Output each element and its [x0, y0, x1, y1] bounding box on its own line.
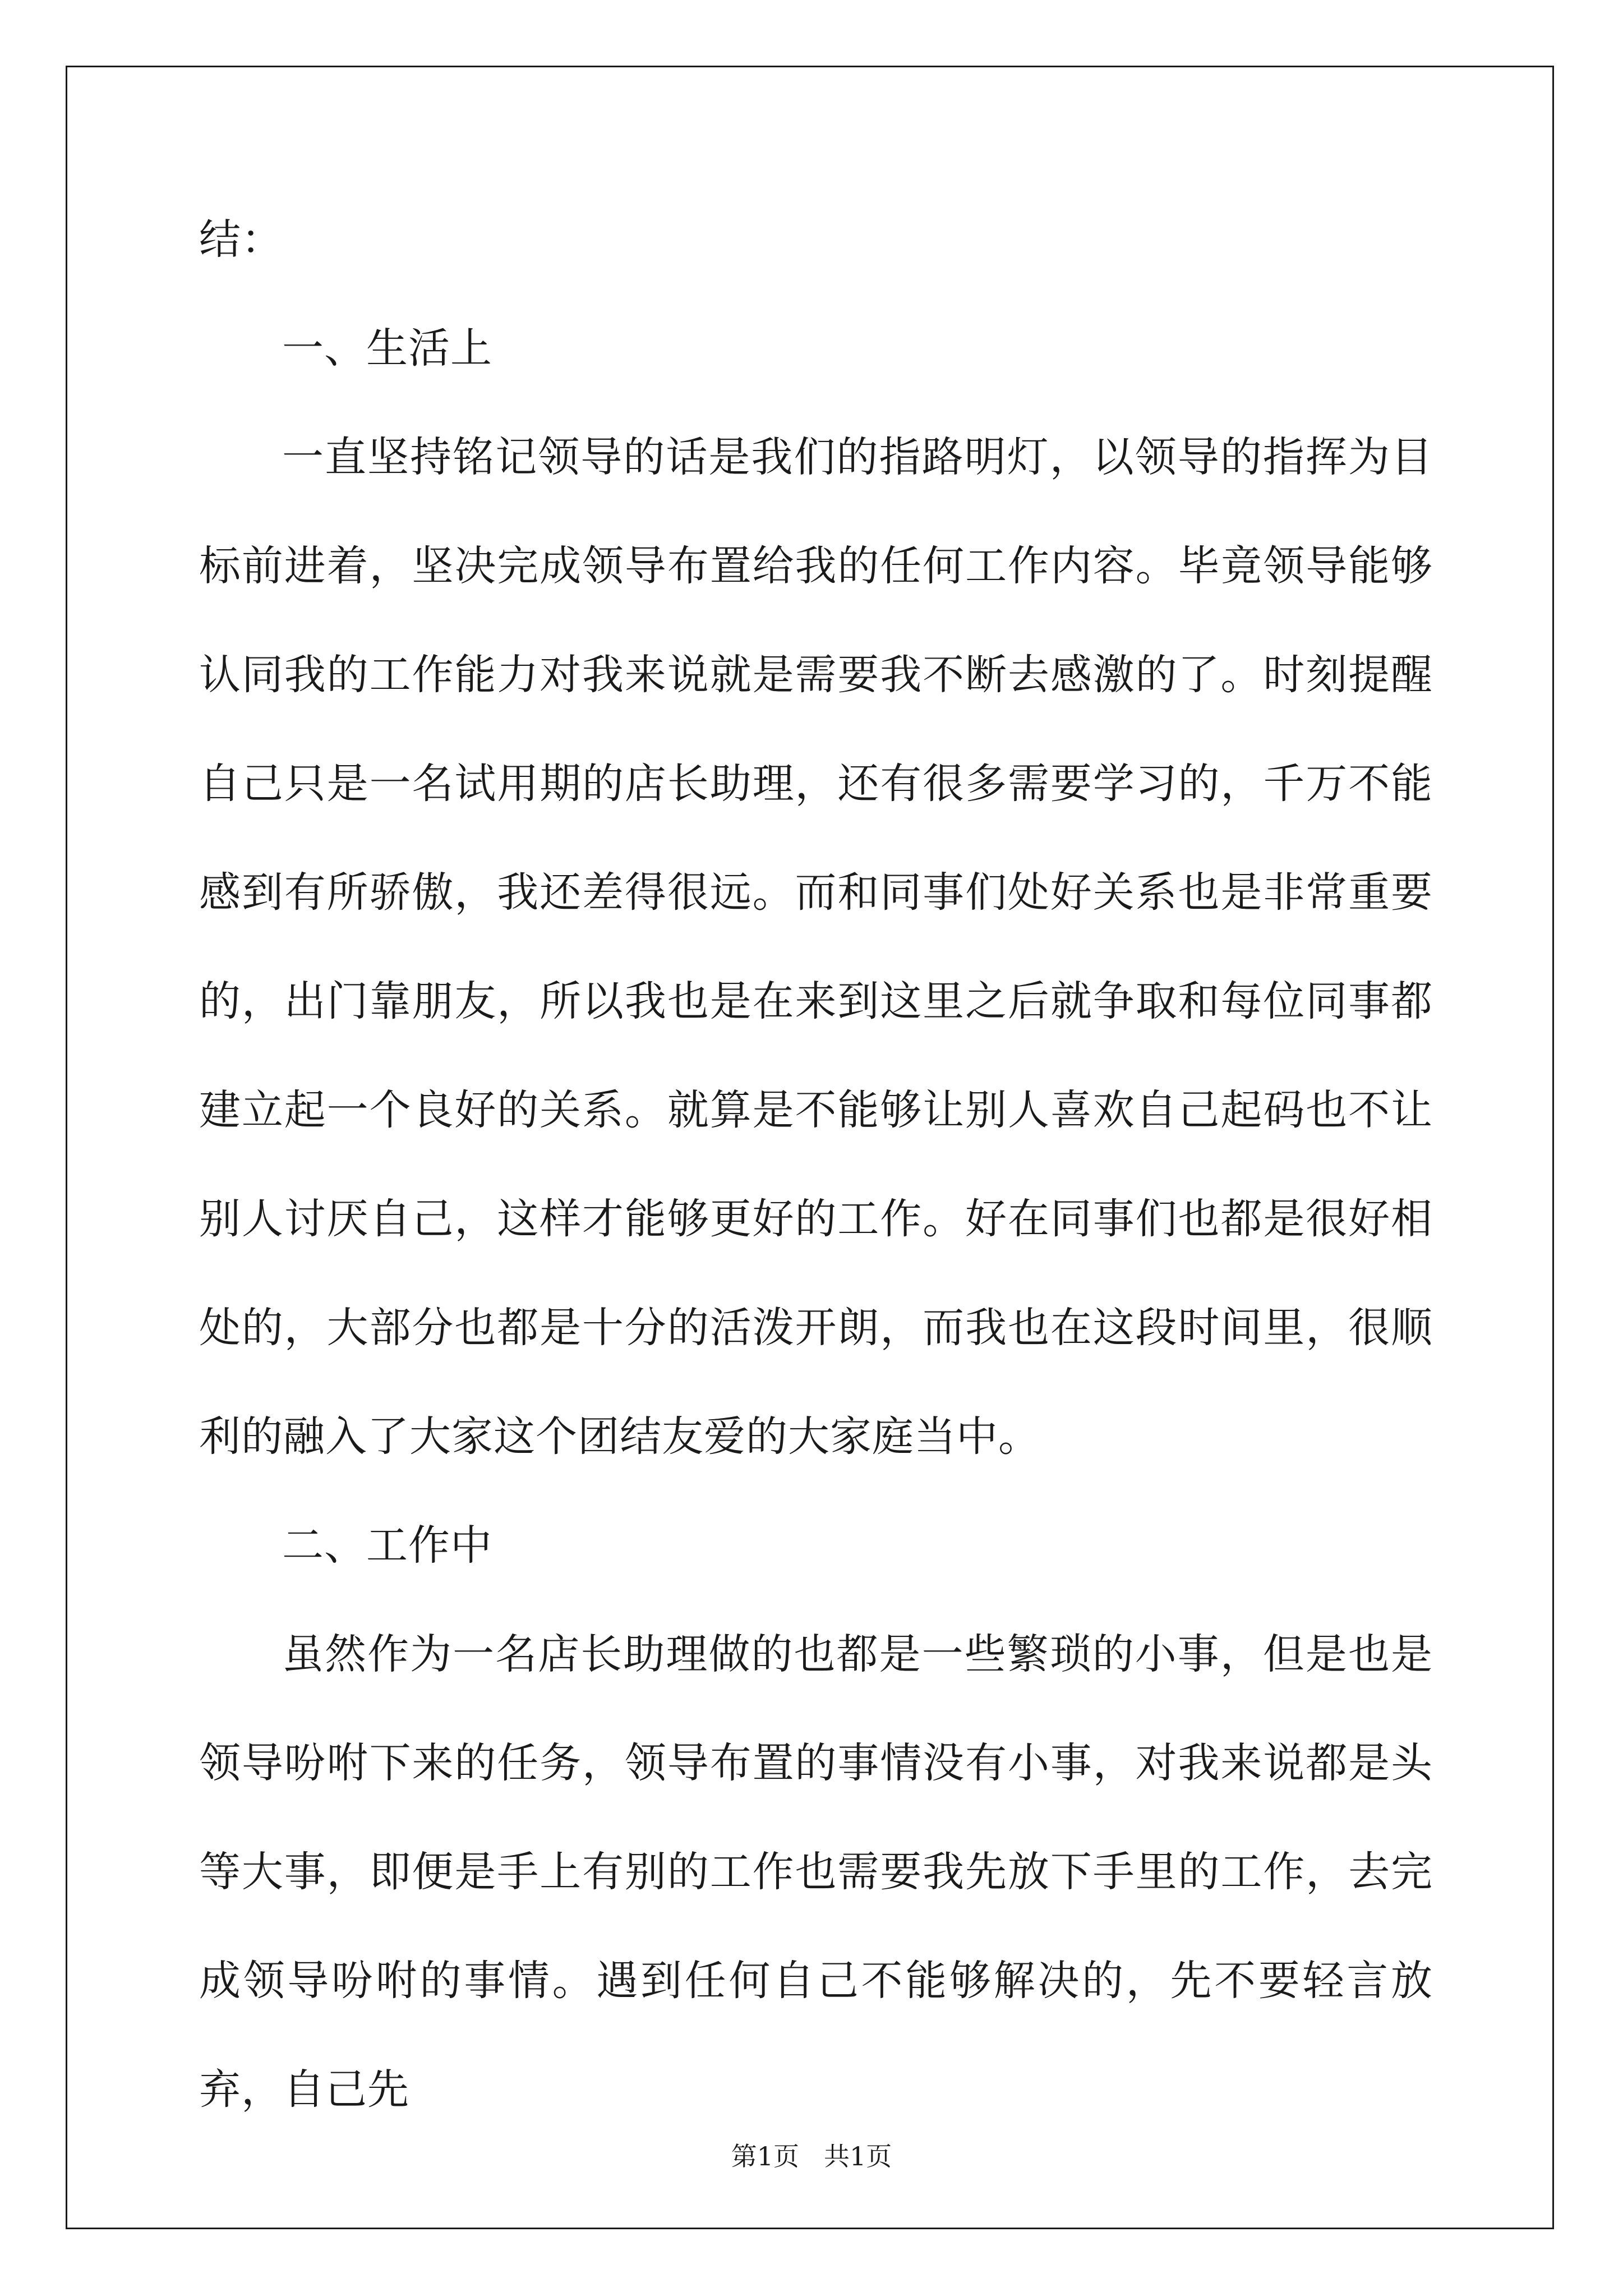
document-body	[199, 185, 1433, 2144]
footer-spacer	[799, 2141, 824, 2171]
section-heading-life: 一、生活上	[282, 324, 492, 372]
page-footer	[0, 2136, 1623, 2173]
page-total: 共1页	[823, 2141, 892, 2171]
page-number: 第1页	[731, 2141, 800, 2171]
paragraph-work: 虽然作为一名店长助理做的也都是一些繁琐的小事，但是也是领导吩咐下来的任务，领导布置的事情没有小事，对我来说都是头等大事，即便是手上有别的工作也需要我先放下手里的工作，去完成领导吩咐的事情。遇到任何自己不能够解决的，先不要轻言放弃，自己先	[199, 1630, 1433, 2114]
paragraph-life: 一直坚持铭记领导的话是我们的指路明灯，以领导的指挥为目标前进着，坚决完成领导布置给我的任何工作内容。毕竟领导能够认同我的工作能力对我来说就是需要我不断去感激的了。时刻提醒自己只是一名试用期的店长助理，还有很多需要学习的，千万不能感到有所骄傲，我还差得很远。而和同事们处好关系也是非常重要的，出门靠朋友，所以我也是在来到这里之后就争取和每位同事都建立起一个良好的关系。就算是不能够让别人喜欢自己起码也不让别人讨厌自己，这样才能够更好的工作。好在同事们也都是很好相处的，大部分也都是十分的活泼开朗，而我也在这段时间里，很顺利的融入了大家这个团结友爱的大家庭当中。	[199, 433, 1433, 1461]
paragraph-continuation: 结：	[199, 215, 283, 264]
section-heading-work: 二、工作中	[282, 1521, 492, 1570]
